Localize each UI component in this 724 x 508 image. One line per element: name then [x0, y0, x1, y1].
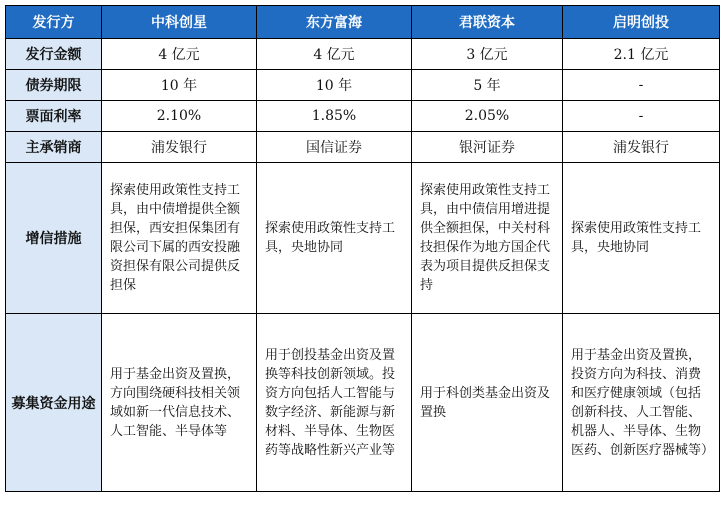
- table-cell: 1.85%: [257, 101, 412, 132]
- table-cell: 探索使用政策性支持工具，央地协同: [563, 163, 720, 314]
- table-cell: 4 亿元: [102, 39, 257, 70]
- table-row-bond-term: [6, 70, 720, 101]
- table-cell: 探索使用政策性支持工具，央地协同: [257, 163, 412, 314]
- row-label: 主承销商: [6, 132, 102, 163]
- table-cell: -: [563, 101, 720, 132]
- table-row-use-of-proceeds: [6, 314, 720, 492]
- table-row-coupon-rate: [6, 101, 720, 132]
- row-label: 募集资金用途: [6, 314, 102, 492]
- issuer-header: 中科创星: [102, 6, 257, 39]
- row-label: 票面利率: [6, 101, 102, 132]
- table-cell: 10 年: [102, 70, 257, 101]
- issuer-header: 君联资本: [412, 6, 563, 39]
- issuer-header: 东方富海: [257, 6, 412, 39]
- row-label: 发行金额: [6, 39, 102, 70]
- table-row-credit-enhancement: [6, 163, 720, 314]
- table-cell: 浦发银行: [102, 132, 257, 163]
- table-cell: 10 年: [257, 70, 412, 101]
- table-cell: 国信证券: [257, 132, 412, 163]
- table-cell: 5 年: [412, 70, 563, 101]
- table-cell: 用于创投基金出资及置换等科技创新领域。投资方向包括人工智能与数字经济、新能源与新材料、半导体、生物医药等战略性新兴产业等: [257, 314, 412, 492]
- table-cell: 探索使用政策性支持工具，由中债信用增进提供全额担保，中关村科技担保作为地方国企代表为项目提供反担保支持: [412, 163, 563, 314]
- table-cell: 用于基金出资及置换，方向围绕硬科技相关领域如新一代信息技术、人工智能、半导体等: [102, 314, 257, 492]
- table-cell: 用于基金出资及置换，投资方向为科技、消费和医疗健康领域（包括创新科技、人工智能、机器人、半导体、生物医药、创新医疗器械等）: [563, 314, 720, 492]
- table-cell: 用于科创类基金出资及置换: [412, 314, 563, 492]
- header-corner: 发行方: [6, 6, 102, 39]
- bond-issuance-table: [5, 5, 720, 492]
- row-label: 债券期限: [6, 70, 102, 101]
- table-cell: 4 亿元: [257, 39, 412, 70]
- table-cell: 3 亿元: [412, 39, 563, 70]
- table-cell: 探索使用政策性支持工具，由中债增提供全额担保，西安担保集团有限公司下属的西安投融资担保有限公司提供反担保: [102, 163, 257, 314]
- issuer-header: 启明创投: [563, 6, 720, 39]
- table-cell: 浦发银行: [563, 132, 720, 163]
- table-cell: -: [563, 70, 720, 101]
- table-cell: 银河证券: [412, 132, 563, 163]
- table-cell: 2.1 亿元: [563, 39, 720, 70]
- header-row: [6, 6, 720, 39]
- table-row-issue-amount: [6, 39, 720, 70]
- table-cell: 2.10%: [102, 101, 257, 132]
- table-row-lead-underwriter: [6, 132, 720, 163]
- row-label: 增信措施: [6, 163, 102, 314]
- table-cell: 2.05%: [412, 101, 563, 132]
